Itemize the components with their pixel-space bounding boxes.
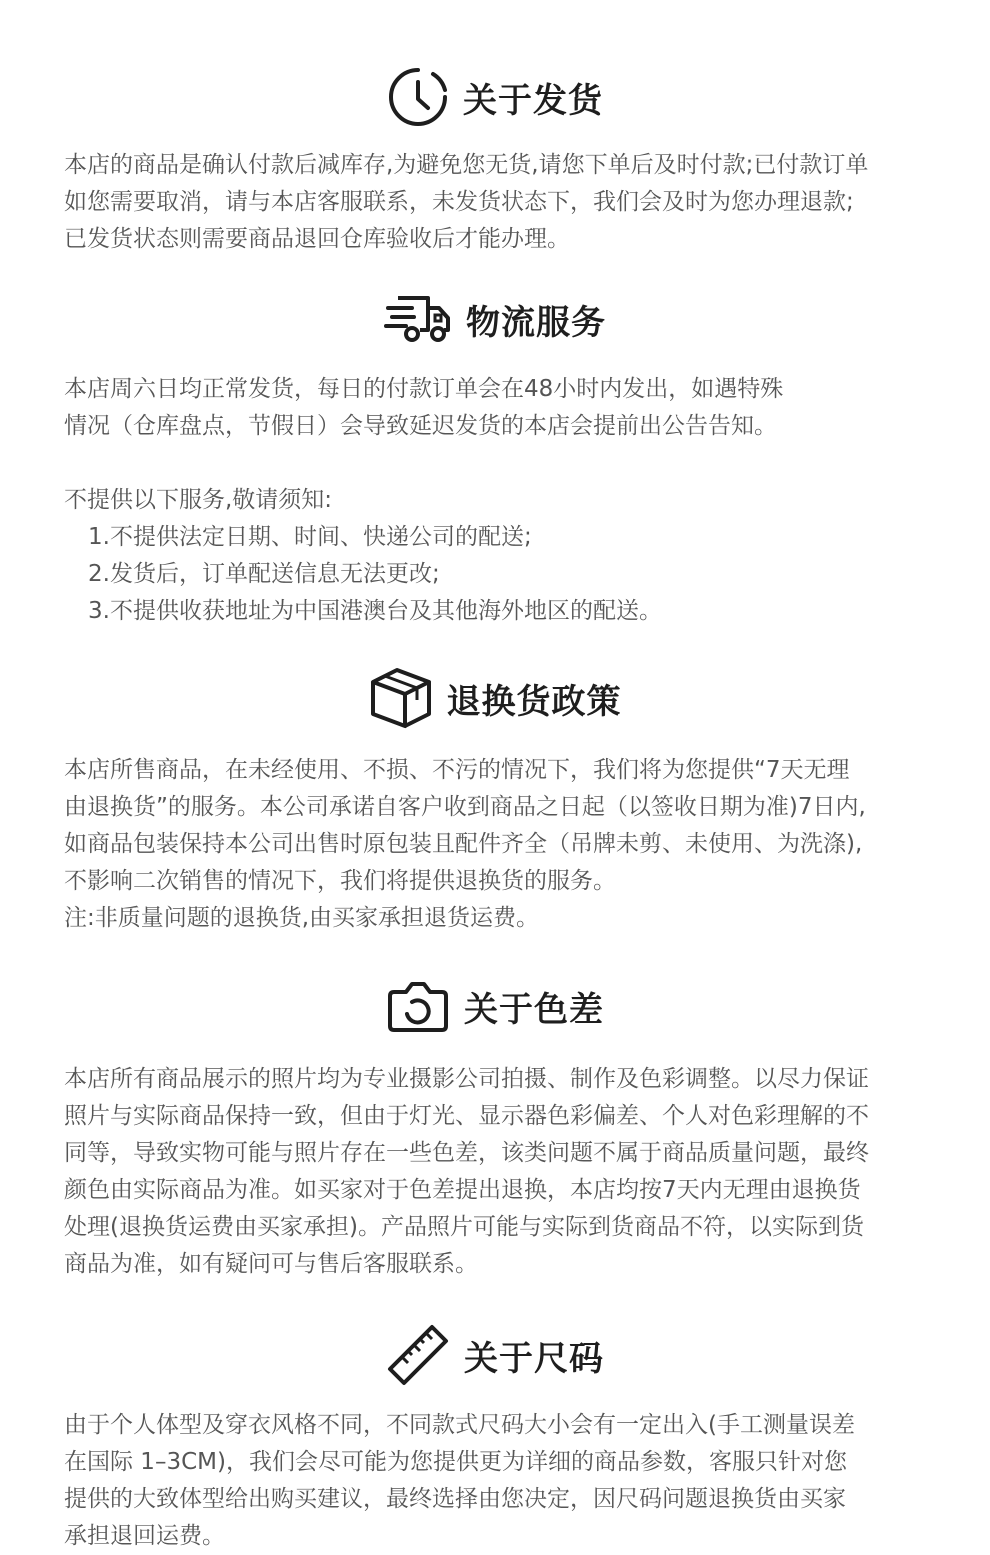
- section-body: [64, 147, 934, 258]
- text-line: 本店所有商品展示的照片均为专业摄影公司拍摄、制作及色彩调整。以尽力保证: [64, 1066, 869, 1092]
- text-line: 照片与实际商品保持一致，但由于灯光、显示器色彩偏差、个人对色彩理解的不: [64, 1103, 869, 1129]
- section-title: 关于色差: [464, 989, 604, 1030]
- text-line: 同等，导致实物可能与照片存在一些色差，该类问题不属于商品质量问题，最终: [64, 1140, 869, 1166]
- notice-heading: 不提供以下服务,敬请须知:: [64, 487, 333, 513]
- text-line: 本店所售商品，在未经使用、不损、不污的情况下，我们将为您提供“7天无理: [64, 757, 850, 783]
- clock-icon: [387, 66, 449, 128]
- text-line: 处理(退换货运费由买家承担)。产品照片可能与实际到货商品不符，以实际到货: [64, 1214, 864, 1240]
- package-box-icon: [369, 666, 433, 730]
- text-line: 如商品包装保持本公司出售时原包装且配件齐全（吊牌未剪、未使用、为洗涤),: [64, 831, 863, 857]
- section-title: 关于尺码: [464, 1338, 604, 1379]
- notice-block: [64, 482, 934, 630]
- text-line: 提供的大致体型给出购买建议，最终选择由您决定，因尺码问题退换货由买家: [64, 1486, 846, 1512]
- notice-item: 2.发货后，订单配送信息无法更改;: [88, 561, 440, 587]
- text-line: 如您需要取消，请与本店客服联系，未发货状态下，我们会及时为您办理退款;: [64, 189, 854, 215]
- notice-item: 1.不提供法定日期、时间、快递公司的配送;: [88, 524, 532, 550]
- text-line: 承担退回运费。: [64, 1523, 225, 1549]
- text-line: 由退换货”的服务。本公司承诺自客户收到商品之日起（以签收日期为准)7日内,: [64, 794, 866, 820]
- section-header-sizing: [0, 1323, 990, 1387]
- text-line: 在国际 1–3CM)，我们会尽可能为您提供更为详细的商品参数，客服只针对您: [64, 1449, 847, 1475]
- section-body: [64, 1061, 934, 1283]
- text-line: 本店周六日均正常发货，每日的付款订单会在48小时内发出，如遇特殊: [64, 376, 784, 402]
- text-line: 注:非质量问题的退换货,由买家承担退货运费。: [64, 905, 540, 931]
- section-header-returns: [0, 666, 990, 730]
- section-title: 关于发货: [463, 80, 603, 121]
- text-line: 情况（仓库盘点，节假日）会导致延迟发货的本店会提前出公告告知。: [64, 413, 777, 439]
- section-title: 退换货政策: [446, 681, 622, 722]
- text-line: 不影响二次销售的情况下，我们将提供退换货的服务。: [64, 868, 616, 894]
- text-line: 已发货状态则需要商品退回仓库验收后才能办理。: [64, 226, 570, 252]
- text-line: 由于个人体型及穿衣风格不同，不同款式尺码大小会有一定出入(手工测量误差: [64, 1412, 855, 1438]
- section-body: [64, 371, 934, 445]
- delivery-truck-icon: [384, 290, 452, 348]
- section-header-color-difference: [0, 978, 990, 1034]
- section-header-shipping: [0, 66, 990, 128]
- notice-item: 3.不提供收获地址为中国港澳台及其他海外地区的配送。: [88, 598, 662, 624]
- camera-icon: [386, 978, 450, 1034]
- ruler-icon: [386, 1323, 450, 1387]
- text-line: 颜色由实际商品为准。如买家对于色差提出退换，本店均按7天内无理由退换货: [64, 1177, 861, 1203]
- text-line: 本店的商品是确认付款后减库存,为避免您无货,请您下单后及时付款;已付款订单: [64, 152, 869, 178]
- section-body: [64, 752, 934, 937]
- section-title: 物流服务: [466, 302, 606, 343]
- text-line: 商品为准，如有疑问可与售后客服联系。: [64, 1251, 478, 1277]
- section-header-logistics: [0, 290, 990, 348]
